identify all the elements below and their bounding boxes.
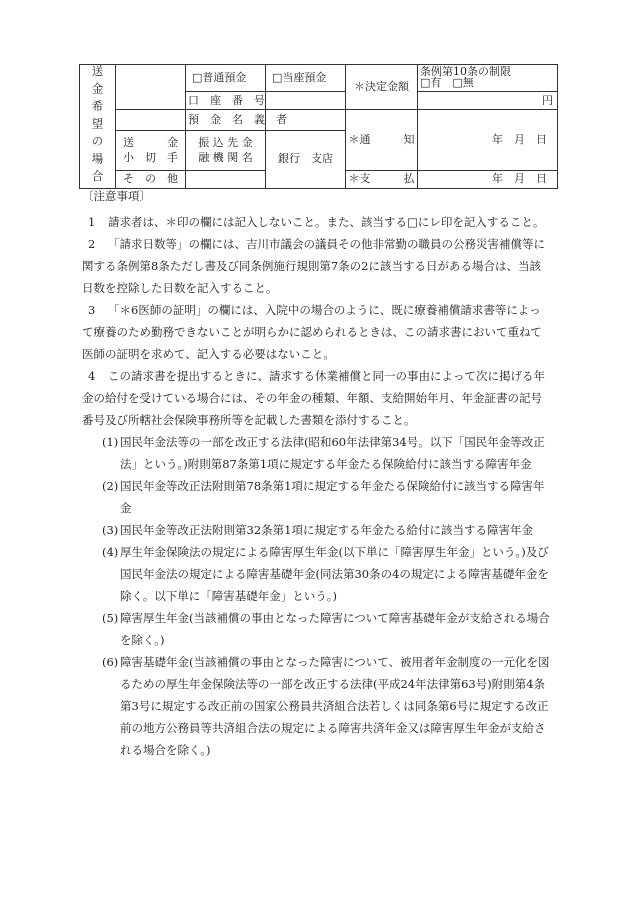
meigi-label: 預 金 名 義 者 bbox=[186, 110, 266, 131]
subitem-number: (4) bbox=[102, 545, 119, 559]
notes-section bbox=[82, 185, 552, 761]
sokin-method-blank bbox=[116, 65, 186, 110]
tsuchi-date[interactable]: 年 月 日 bbox=[418, 110, 558, 171]
furikomi-line2: 融 機 関 名 bbox=[198, 151, 253, 165]
note-text: この請求書を提出するときに、請求する休業補償と同一の事由によって次に掲げる年金の給付を受けている場合には、その年金の種類、年額、支給開始年月、年金証書の記号番号及び所轄社会保険事務所等を記載した書類を添付すること。 bbox=[82, 369, 545, 427]
jorei-line2[interactable]: □有 □無 bbox=[420, 76, 474, 89]
note-number: 1 bbox=[88, 215, 96, 229]
subitem-number: (2) bbox=[102, 479, 119, 493]
notes-header: 〔注意事項〕 bbox=[82, 189, 151, 203]
subitem-number: (3) bbox=[102, 523, 119, 537]
remittance-table bbox=[79, 64, 558, 189]
subitem-number: (6) bbox=[102, 655, 119, 669]
tsuchi-label: ＊通 知 bbox=[346, 110, 418, 171]
note-item bbox=[82, 365, 552, 431]
ginko-shiten[interactable]: 銀行 支店 bbox=[266, 131, 346, 188]
shiharai-label: ＊支 払 bbox=[346, 170, 418, 188]
method-blank-2 bbox=[116, 110, 186, 131]
subitem-text: 国民年金等改正法附則第32条第1項に規定する年金たる給付に該当する障害年金 bbox=[120, 523, 533, 537]
kogitte-label: 小 切 手 bbox=[123, 151, 178, 165]
note-item bbox=[82, 211, 552, 233]
note-number: 3 bbox=[88, 303, 96, 317]
subitem-text: 障害基礎年金(当該補償の事由となった障害について、被用者年金制度の一元化を図るための厚生年金保険法等の一部を改正する法律(平成24年法律第63号)附則第4条第3号に規定する改正前の国家公務員共済組合法若しくは同条第6号に規定する改正前の地方公務員等共済組合法の規定による障害共済年金又は障害厚生年金が支給される場合を除く。) bbox=[120, 655, 550, 757]
subitem-text: 国民年金法等の一部を改正する法律(昭和60年法律第34号。以下「国民年金等改正法」という。)附則第87条第1項に規定する年金たる保険給付に該当する障害年金 bbox=[120, 435, 545, 471]
note-item bbox=[82, 299, 552, 365]
note-subitem bbox=[82, 541, 552, 607]
note-text: 請求者は、＊印の欄には記入しないこと。また、該当する□にレ印を記入すること。 bbox=[108, 215, 545, 229]
note-subitem bbox=[82, 475, 552, 519]
note-number: 2 bbox=[88, 237, 96, 251]
note-text: 「請求日数等」の欄には、吉川市議会の議員その他非常勤の職員の公務災害補償等に関する条例第8条ただし書及び同条例施行規則第7条の2に該当する日がある場合は、当該日数を控除した日数を記入すること。 bbox=[82, 237, 545, 295]
kettei-label: ＊決定金額 bbox=[346, 65, 418, 110]
jorei-cell bbox=[418, 65, 558, 92]
yen-label: 円 bbox=[418, 92, 558, 110]
note-number: 4 bbox=[88, 369, 96, 383]
furikomi-label bbox=[186, 131, 266, 170]
sokin-label: 送 金 bbox=[123, 136, 178, 150]
note-subitem bbox=[82, 431, 552, 475]
note-subitem bbox=[82, 519, 552, 541]
subitem-text: 厚生年金保険法の規定による障害厚生年金(以下単に「障害厚生年金」という。)及び国民年金法の規定による障害基礎年金(同法第30条の4の規定による障害基礎年金を除く。以下単に「障害基礎年金」という。) bbox=[120, 545, 549, 603]
jorei-line1: 条例第10条の制限 bbox=[420, 65, 511, 78]
toza-checkbox[interactable]: □当座預金 bbox=[266, 65, 346, 92]
futsu-checkbox[interactable]: □普通預金 bbox=[186, 65, 266, 92]
subitem-number: (1) bbox=[102, 435, 119, 449]
subitem-text: 障害厚生年金(当該補償の事由となった障害について障害基礎年金が支給される場合を除く。) bbox=[120, 611, 550, 647]
furikomi-line1: 振 込 先 金 bbox=[198, 136, 253, 150]
shiharai-date[interactable]: 年 月 日 bbox=[418, 170, 558, 188]
koza-label: 口 座 番 号 bbox=[186, 92, 266, 110]
note-subitem bbox=[82, 651, 552, 761]
note-text: 「＊6医師の証明」の欄には、入院中の場合のように、既に療養補償請求書等によって療養のため勤務できないことが明らかに認められるときは、この請求書において重ねて医師の証明を求めて、記入する必要はないこと。 bbox=[82, 303, 542, 361]
koza-input[interactable] bbox=[266, 92, 346, 110]
sonota-label: そ の 他 bbox=[116, 170, 186, 188]
note-subitem bbox=[82, 607, 552, 651]
sokin-kogitte bbox=[116, 131, 186, 170]
note-item bbox=[82, 233, 552, 299]
vertical-label: 送金希望の場合 bbox=[80, 65, 116, 189]
subitem-text: 国民年金等改正法附則第78条第1項に規定する年金たる保険給付に該当する障害年金 bbox=[120, 479, 545, 515]
subitem-number: (5) bbox=[102, 611, 119, 625]
